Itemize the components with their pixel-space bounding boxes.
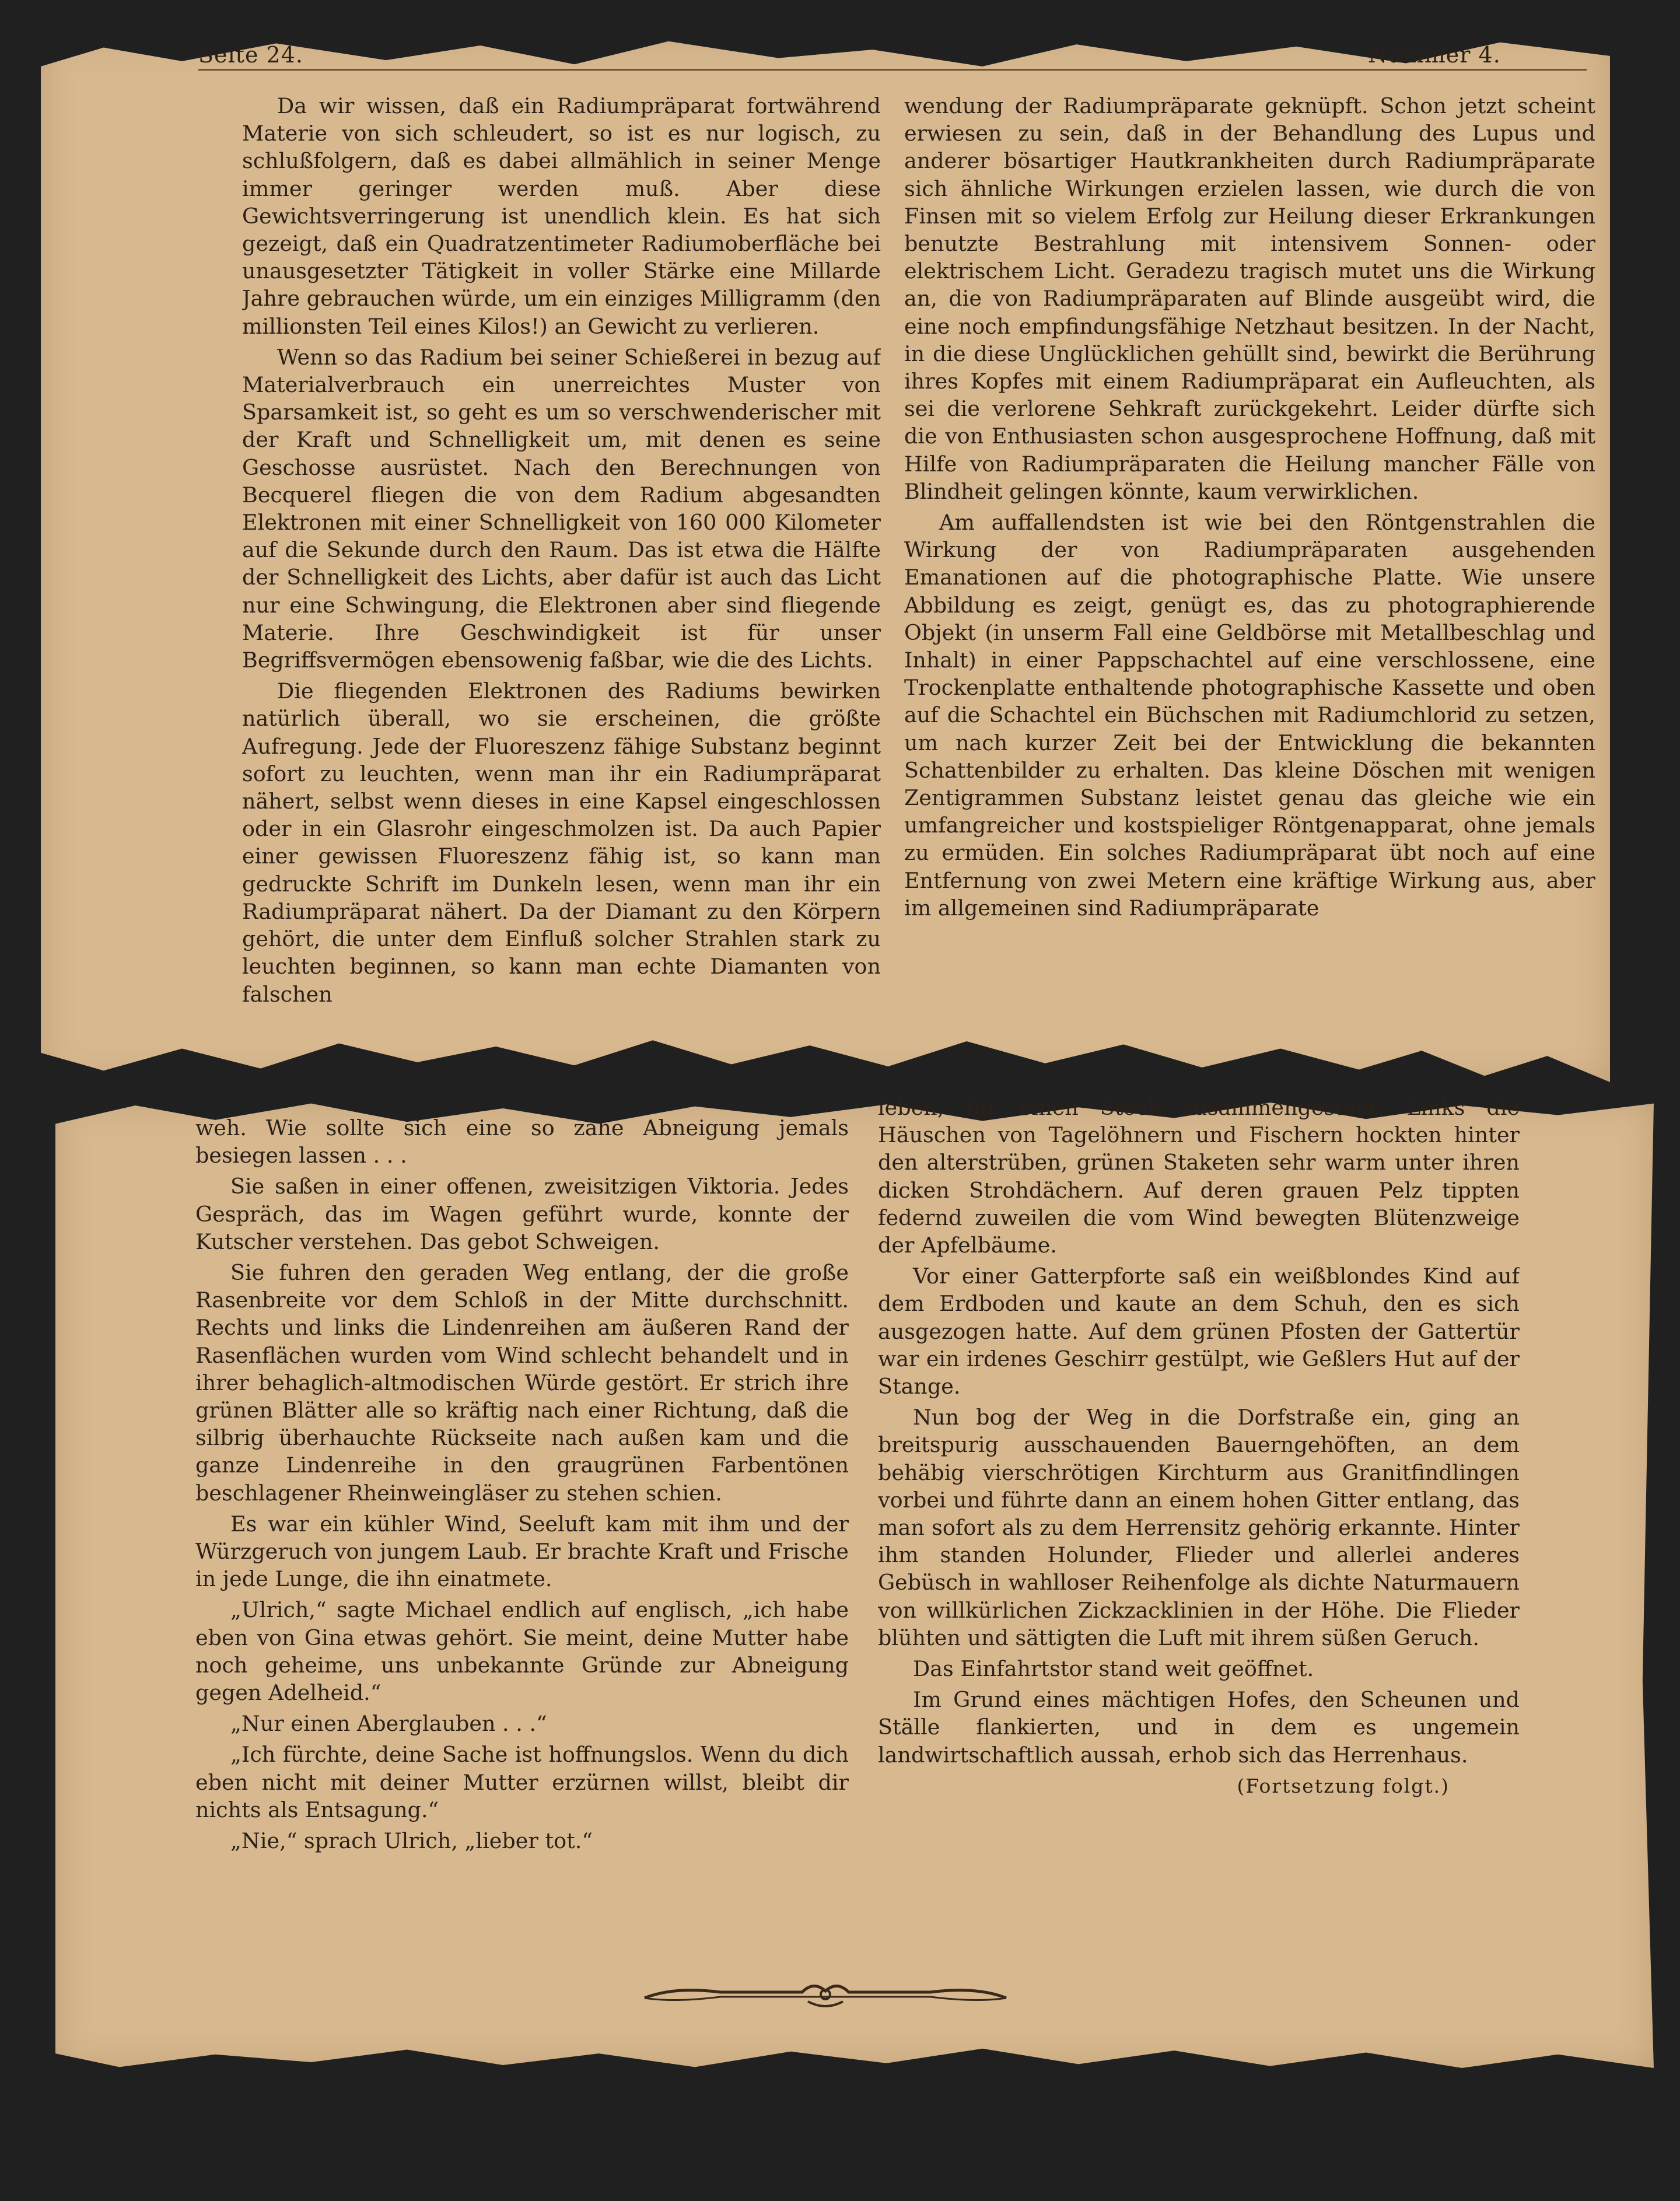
story-paragraph: Es war ein kühler Wind, Seeluft kam mit ihm und der Würzgeruch von jungem Laub. Er brachte Kraft und Frische in jede Lunge, die ihn einatmete. — [195, 1511, 849, 1592]
story-paragraph: leben, für einen Stock zusammengestellt. Links die Häuschen von Tagelöhnern und Fischern hockten hinter den alterstrüben, grünen Staketen sehr warm unter ihren dicken Strohdächern. Auf deren grauen Pelz tippten federnd zuweilen die vom Wind bewegten Blütenzweige der Apfelbäume. — [878, 1095, 1520, 1258]
story-right-column — [878, 1094, 1520, 1922]
article-paragraph: Die fliegenden Elektronen des Radiums bewirken natürlich überall, wo sie erscheinen, die größte Aufregung. Jede der Fluoreszenz fähige Substanz beginnt sofort zu leuchten, wenn man ihr ein Radiumpräparat nähert, selbst wenn dieses in eine Kapsel eingeschlossen oder in ein Glasrohr eingeschmolzen ist. Da auch Papier einer gewissen Fluoreszenz fähig ist, so kann man gedruckte Schrift im Dunkeln lesen, wenn man ihr ein Radiumpräparat nähert. Da der Diamant zu den Körpern gehört, die unter dem Einfluß solcher Strahlen stark zu leuchten beginnen, so kann man echte Diamanten von falschen — [242, 678, 881, 1007]
continuation-note: (Fortsetzung folgt.) — [1237, 1774, 1450, 1797]
story-paragraph: „Ulrich,“ sagte Michael endlich auf englisch, „ich habe eben von Gina etwas gehört. Sie meint, deine Mutter habe noch geheime, uns unbekannte Gründe zur Abneigung gegen Adelheid.“ — [195, 1597, 849, 1706]
story-paragraph: „Nur einen Aberglauben . . .“ — [230, 1711, 547, 1737]
story-paragraph: Nun bog der Weg in die Dorfstraße ein, ging an breitspurig ausschauenden Bauerngehöften, an dem behäbig vierschrötigen Kirchturm aus Granitfindlingen vorbei und führte dann an einem hohen Gitter entlang, das man sofort als zu dem Herrensitz gehörig erkannte. Hinter ihm standen Holunder, Flieder und allerlei anderes Gebüsch in wahlloser Reihenfolge als dichte Naturmauern von willkürlichen Zickzacklinien in der Höhe. Die Flieder blühten und sättigten die Luft mit ihrem süßen Geruch. — [878, 1405, 1520, 1650]
story-paragraph: weh. Wie sollte sich eine so zähe Abneigung jemals besiegen lassen . . . — [195, 1115, 849, 1168]
story-paragraph: Das Einfahrtstor stand weit geöffnet. — [913, 1656, 1314, 1682]
story-paragraph: „Nie,“ sprach Ulrich, „lieber tot.“ — [230, 1828, 593, 1854]
story-paragraph: Vor einer Gatterpforte saß ein weißblondes Kind auf dem Erdboden und kaute an dem Schuh, den es sich ausgezogen hatte. Auf dem grünen Pfosten der Gattertür war ein irdenes Geschirr gestülpt, wie Geßlers Hut auf der Stange. — [878, 1264, 1520, 1399]
ornament-divider-icon — [639, 1975, 1012, 2015]
article-paragraph: Wenn so das Radium bei seiner Schießerei in bezug auf Materialverbrauch ein unerreichtes Muster von Sparsamkeit ist, so geht es um so verschwenderischer mit der Kraft und Schnelligkeit um, mit denen es seine Geschosse ausrüstet. Nach den Berechnungen von Becquerel fliegen die von dem Radium abgesandten Elektronen mit einer Schnelligkeit von 160 000 Kilometer auf die Sekunde durch den Raum. Das ist etwa die Hälfte der Schnelligkeit des Lichts, aber dafür ist auch das Licht nur eine Schwingung, die Elektronen aber sind fliegende Materie. Ihre Geschwindigkeit ist für unser Begriffsvermögen ebensowenig faßbar, wie die des Lichts. — [242, 344, 881, 673]
issue-number-label: Nummer 4. — [1368, 42, 1501, 68]
article-paragraph: Am auffallendsten ist wie bei den Röntgenstrahlen die Wirkung der von Radiumpräparaten ausgehenden Emanationen auf die photographische Platte. Wie unsere Abbildung es zeigt, genügt es, das zu photographierende Objekt (in unserm Fall eine Geldbörse mit Metallbeschlag und Inhalt) in einer Pappschachtel auf eine verschlossene, eine Trockenplatte enthaltende photographische Kassette und oben auf die Schachtel ein Büchschen mit Radiumchlorid zu setzen, um nach kurzer Zeit bei der Entwicklung die bekannten Schattenbilder zu erhalten. Das kleine Döschen mit wenigen Zentigrammen Substanz leistet genau das gleiche wie ein umfangreicher und kostspieliger Röntgenapparat, ohne jemals zu ermüden. Ein solches Radiumpräparat übt noch auf eine Entfernung von zwei Metern eine kräftige Wirkung aus, aber im allgemeinen sind Radiumpräparate — [904, 510, 1595, 921]
story-paragraph: Sie fuhren den geraden Weg entlang, der die große Rasenbreite vor dem Schloß in der Mitte durchschnitt. Rechts und links die Lindenreihen am äußeren Rand der Rasenflächen wurden vom Wind schlecht behandelt und in ihrer behaglich-altmodischen Würde gestört. Er strich ihre grünen Blätter alle so kräftig nach einer Richtung, daß die silbrig überhauchte Rückseite nach außen kam und die ganze Lindenreihe in den graugrünen Farbentönen beschlagener Rheinweingläser zu stehen schien. — [195, 1260, 849, 1506]
article-right-column — [904, 92, 1595, 1063]
article-paragraph: Da wir wissen, daß ein Radiumpräparat fortwährend Materie von sich schleudert, so ist es nur logisch, zu schlußfolgern, daß es dabei allmählich in seiner Menge immer geringer werden muß. Aber diese Gewichtsverringerung ist unendlich klein. Es hat sich gezeigt, daß ein Quadratzentimeter Radiumoberfläche bei unausgesetzter Tätigkeit in voller Stärke eine Millarde Jahre gebrauchen würde, um ein einziges Milligramm (den millionsten Teil eines Kilos!) an Gewicht zu verlieren. — [242, 93, 881, 339]
story-paragraph: „Ich fürchte, deine Sache ist hoffnungslos. Wenn du dich eben nicht mit deiner Mutter erzürnen willst, bleibt dir nichts als Entsagung.“ — [195, 1742, 849, 1822]
story-left-column — [195, 1114, 849, 1983]
article-paragraph: wendung der Radiumpräparate geknüpft. Schon jetzt scheint erwiesen zu sein, daß in der Behandlung des Lupus und anderer bösartiger Hautkrankheiten durch Radiumpräparate sich ähnliche Wirkungen erzielen lassen, wie durch die von Finsen mit so vielem Erfolg zur Heilung dieser Erkrankungen benutzte Bestrahlung mit intensivem Sonnen- oder elektrischem Licht. Geradezu tragisch mutet uns die Wirkung an, die von Radiumpräparaten auf Blinde ausgeübt wird, die eine noch empfindungsfähige Netzhaut besitzen. In der Nacht, in die diese Unglücklichen gehüllt sind, bewirkt die Berührung ihres Kopfes mit einem Radiumpräparat ein Aufleuchten, als sei die verlorene Sehkraft zurückgekehrt. Leider dürfte sich die von Enthusiasten schon ausgesprochene Hoffnung, daß mit Hilfe von Radiumpräparaten die Heilung mancher Fälle von Blindheit gelingen könnte, kaum verwirklichen. — [904, 93, 1595, 504]
article-left-column — [242, 92, 881, 1063]
header-rule — [198, 69, 1587, 71]
story-paragraph: Sie saßen in einer offenen, zweisitzigen Viktoria. Jedes Gespräch, das im Wagen geführt wurde, konnte der Kutscher verstehen. Das gebot Schweigen. — [195, 1174, 849, 1254]
story-paragraph: Im Grund eines mächtigen Hofes, den Scheunen und Ställe flankierten, und in dem es ungemein landwirtschaftlich aussah, erhob sich das Herrenhaus. — [878, 1687, 1520, 1768]
page-number-label: Seite 24. — [198, 42, 303, 68]
